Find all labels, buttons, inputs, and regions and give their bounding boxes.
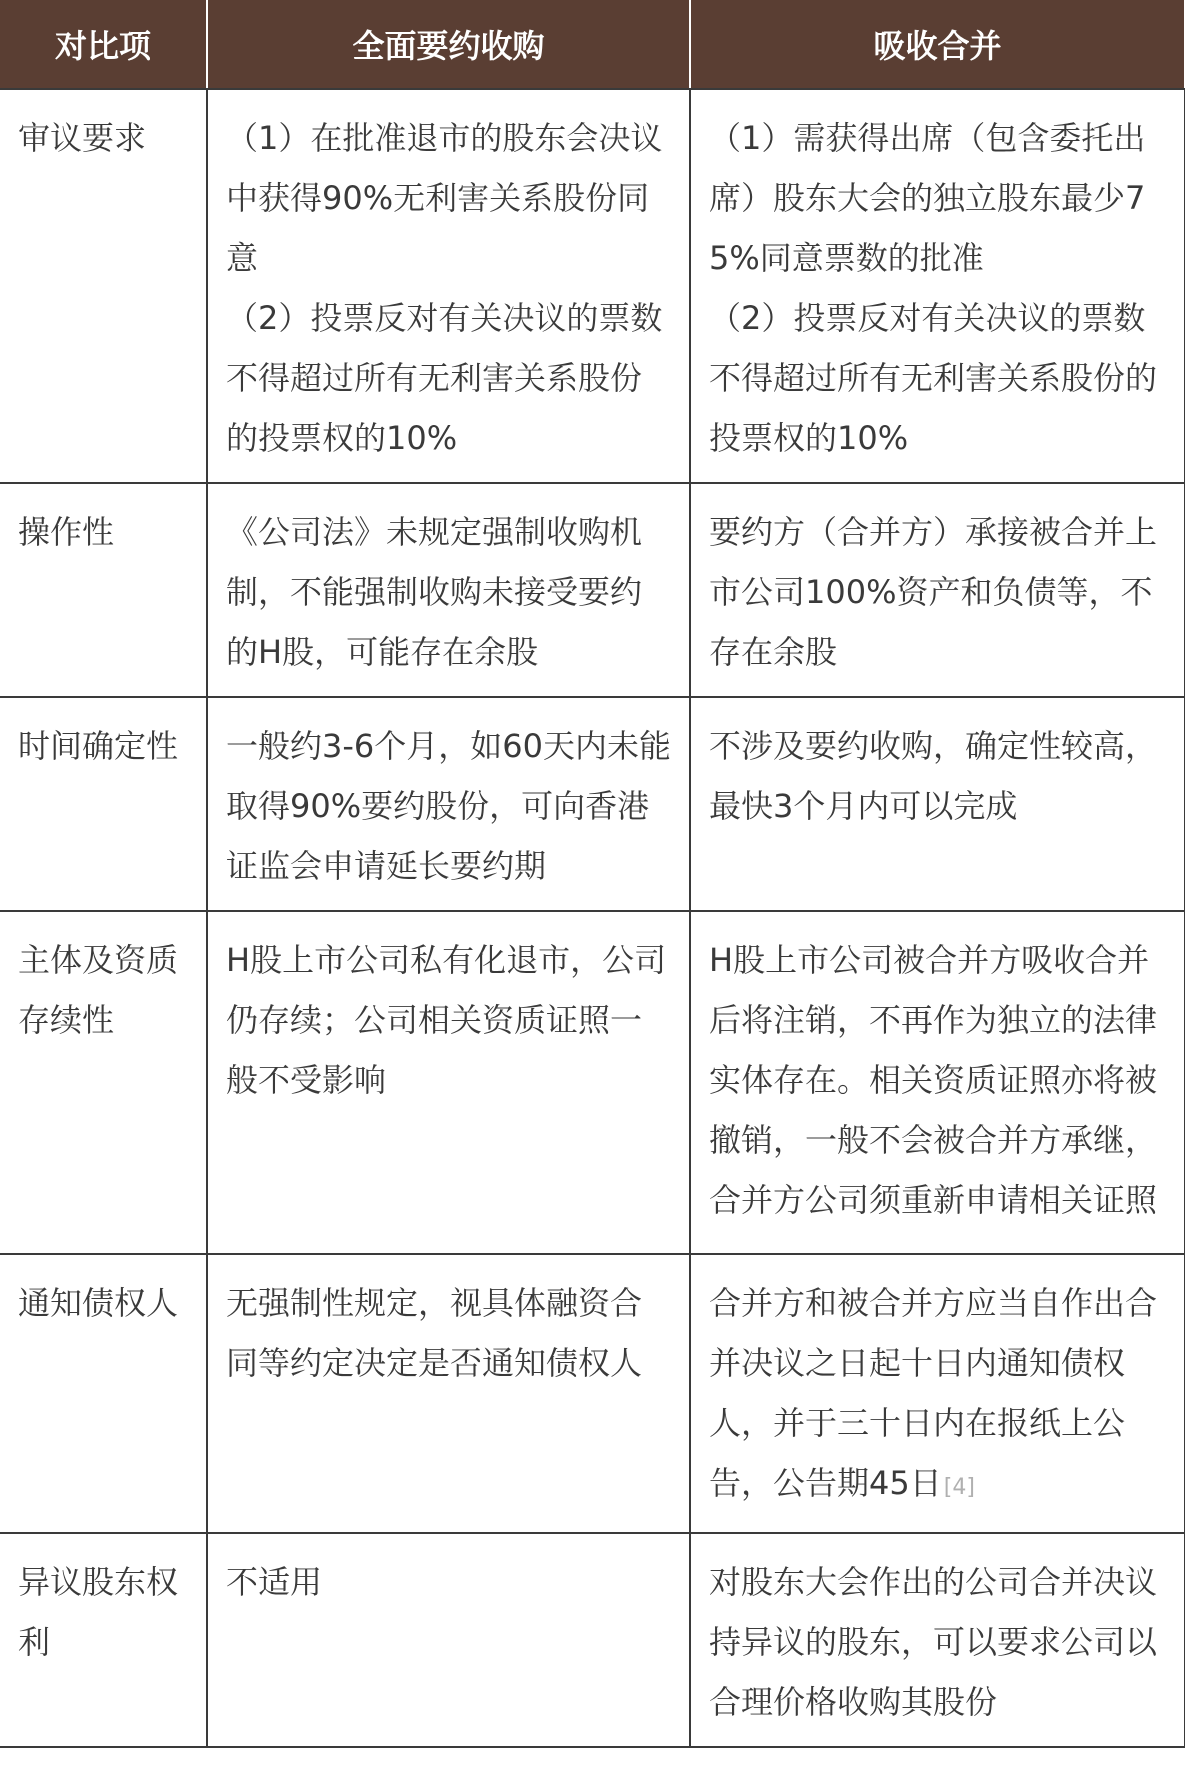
merger-text: H股上市公司被合并方吸收合并后将注销，不再作为独立的法律实体存在。相关资质证照亦将被撤销，一般不会被合并方承继，合并方公司须重新申请相关证照 (709, 941, 1158, 1219)
offer-text: （1）在批准退市的股东会决议中获得90%无利害关系股份同意 (226, 119, 663, 277)
merger-cell (690, 1254, 1185, 1533)
row-label: 操作性 (0, 483, 207, 697)
offer-cell (207, 1533, 690, 1747)
offer-cell (207, 697, 690, 911)
offer-cell (207, 89, 690, 483)
header-item: 对比项 (0, 0, 207, 89)
row-label: 主体及资质存续性 (0, 911, 207, 1254)
header-row (0, 0, 1185, 89)
table-row (0, 1254, 1185, 1533)
merger-text: （2）投票反对有关决议的票数不得超过所有无利害关系股份的投票权的10% (709, 299, 1158, 457)
merger-cell (690, 89, 1185, 483)
header-offer: 全面要约收购 (207, 0, 690, 89)
header-merger: 吸收合并 (690, 0, 1185, 89)
table-row (0, 697, 1185, 911)
offer-text: 不适用 (226, 1563, 323, 1601)
merger-cell (690, 911, 1185, 1254)
row-label: 异议股东权利 (0, 1533, 207, 1747)
merger-cell (690, 483, 1185, 697)
merger-text: 不涉及要约收购，确定性较高，最快3个月内可以完成 (709, 727, 1158, 825)
offer-text: （2）投票反对有关决议的票数不得超过所有无利害关系股份的投票权的10% (226, 299, 663, 457)
merger-cell (690, 697, 1185, 911)
offer-cell (207, 483, 690, 697)
merger-text: 对股东大会作出的公司合并决议持异议的股东，可以要求公司以合理价格收购其股份 (709, 1563, 1158, 1721)
table-row (0, 89, 1185, 483)
offer-text: 一般约3-6个月，如60天内未能取得90%要约股份，可向香港证监会申请延长要约期 (226, 727, 671, 885)
offer-cell (207, 911, 690, 1254)
table-row (0, 483, 1185, 697)
merger-text: 合并方和被合并方应当自作出合并决议之日起十日内通知债权人，并于三十日内在报纸上公告，公告期45日 (709, 1284, 1158, 1502)
table-row (0, 911, 1185, 1254)
merger-text: （1）需获得出席（包含委托出席）股东大会的独立股东最少75%同意票数的批准 (709, 119, 1146, 277)
row-label: 时间确定性 (0, 697, 207, 911)
merger-cell (690, 1533, 1185, 1747)
merger-text: 要约方（合并方）承接被合并上市公司100%资产和负债等，不存在余股 (709, 513, 1158, 671)
offer-text: H股上市公司私有化退市，公司仍存续；公司相关资质证照一般不受影响 (226, 941, 667, 1099)
offer-cell (207, 1254, 690, 1533)
table-row (0, 1533, 1185, 1747)
row-label: 审议要求 (0, 89, 207, 483)
offer-text: 《公司法》未规定强制收购机制，不能强制收购未接受要约的H股，可能存在余股 (226, 513, 643, 671)
row-label: 通知债权人 (0, 1254, 207, 1533)
offer-text: 无强制性规定，视具体融资合同等约定决定是否通知债权人 (226, 1284, 643, 1382)
footnote-ref[interactable]: [4] (943, 1475, 975, 1500)
